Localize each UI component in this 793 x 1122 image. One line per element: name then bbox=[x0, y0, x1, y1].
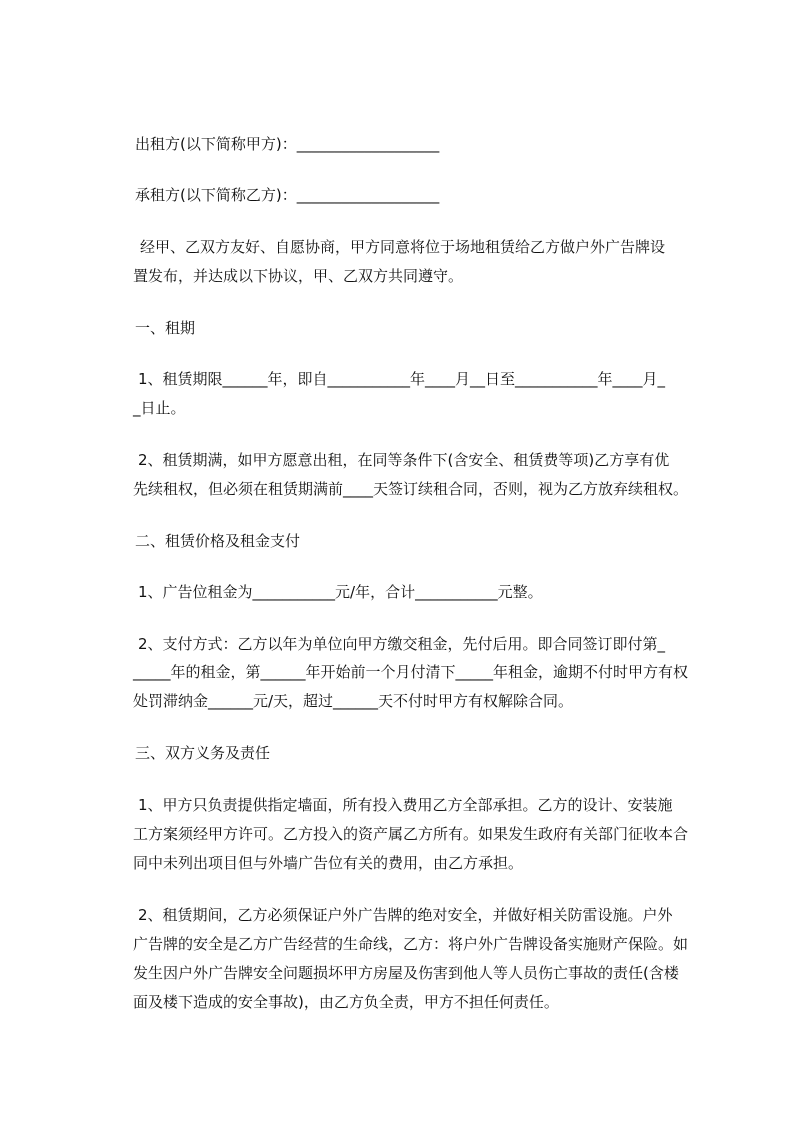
s2-item2-line-2: _____年的租金，第______年开始前一个月付清下_____年租金，逾期不付时甲方有权 bbox=[133, 663, 689, 681]
s3-item2-line-4: 面及楼下造成的安全事故)，由乙方负全责，甲方不担任何责任。 bbox=[133, 993, 559, 1011]
s2-item1-line-1: 1、广告位租金为___________元/年，合计___________元整。 bbox=[138, 583, 543, 601]
s1-item1-line-2: _日止。 bbox=[133, 399, 186, 417]
s1-item2-line-2: 先续租权，但必须在租赁期满前____天签订续租合同，否则，视为乙方放弃续租权。 bbox=[133, 480, 689, 498]
lessee-line: 承租方(以下简称乙方)：___________________ bbox=[135, 186, 440, 204]
s2-item2-line-3: 处罚滞纳金______元/天，超过______天不付时甲方有权解除合同。 bbox=[133, 692, 574, 710]
section-3-heading: 三、双方义务及责任 bbox=[135, 744, 271, 762]
s3-item2-line-2: 广告牌的安全是乙方广告经营的生命线，乙方：将户外广告牌设备实施财产保险。如 bbox=[133, 935, 689, 953]
s3-item2-line-1: 2、租赁期间，乙方必须保证户外广告牌的绝对安全，并做好相关防雷设施。户外 bbox=[138, 906, 673, 924]
s1-item1-line-1: 1、租赁期限______年，即自___________年____月__日至___________年____月_ bbox=[138, 370, 666, 388]
s3-item2-line-3: 发生因户外广告牌安全问题损坏甲方房屋及伤害到他人等人员伤亡事故的责任(含楼 bbox=[133, 964, 679, 982]
s2-item2-line-1: 2、支付方式：乙方以年为单位向甲方缴交租金，先付后用。即合同签订即付第_ bbox=[138, 635, 666, 653]
section-1-heading: 一、租期 bbox=[135, 319, 196, 337]
s3-item1-line-2: 工方案须经甲方许可。乙方投入的资产属乙方所有。如果发生政府有关部门征收本合 bbox=[133, 825, 689, 843]
intro-line-2: 置发布，并达成以下协议，甲、乙双方共同遵守。 bbox=[133, 267, 464, 285]
intro-line-1: 经甲、乙双方友好、自愿协商，甲方同意将位于场地租赁给乙方做户外广告牌设 bbox=[140, 238, 666, 256]
s3-item1-line-1: 1、甲方只负责提供指定墙面，所有投入费用乙方全部承担。乙方的设计、安装施 bbox=[138, 796, 673, 814]
s3-item1-line-3: 同中未列出项目但与外墙广告位有关的费用，由乙方承担。 bbox=[133, 854, 524, 872]
lessor-line: 出租方(以下简称甲方)：___________________ bbox=[135, 135, 440, 153]
section-2-heading: 二、租赁价格及租金支付 bbox=[135, 532, 301, 550]
s1-item2-line-1: 2、租赁期满，如甲方愿意出租，在同等条件下(含安全、租赁费等项)乙方享有优 bbox=[138, 451, 670, 469]
